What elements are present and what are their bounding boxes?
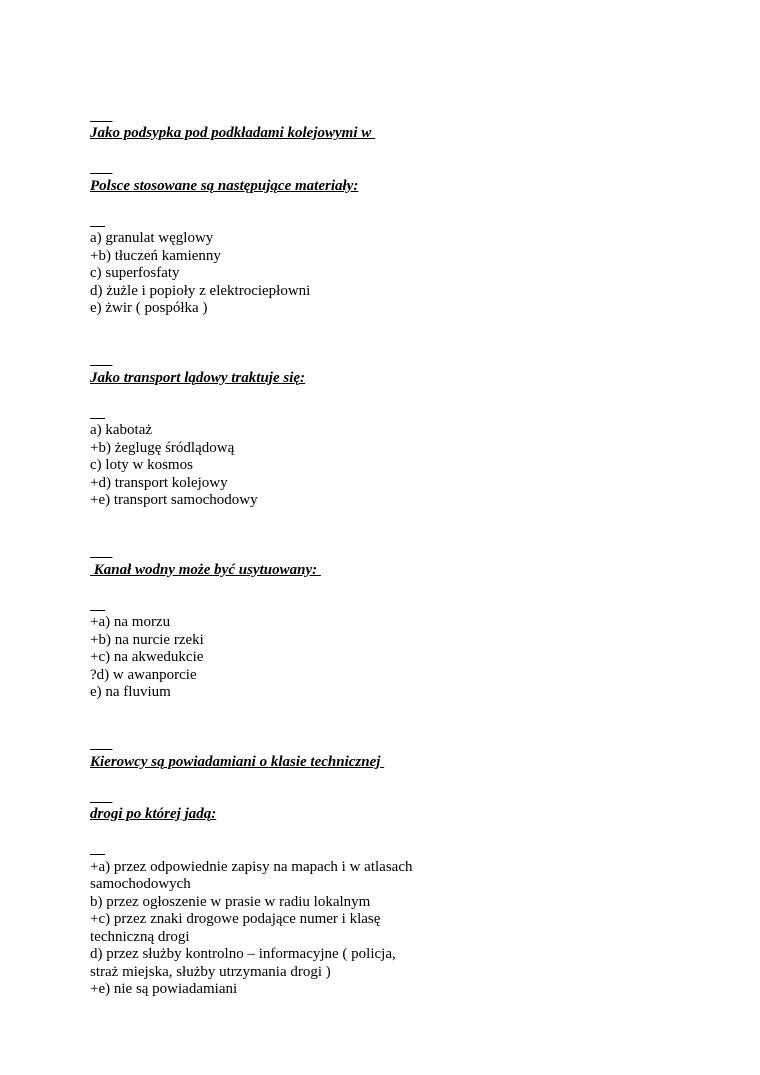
question-title	[90, 335, 690, 423]
answer-line: +b) na nurcie rzeki	[90, 631, 204, 648]
question-title	[90, 719, 690, 859]
answer-item	[90, 859, 690, 894]
answer-line: straż miejska, służby utrzymania drogi )	[90, 963, 331, 980]
answer-item	[90, 667, 690, 685]
answer-item	[90, 614, 690, 632]
answer-line: b) przez ogłoszenie w prasie w radiu lokalnym	[90, 893, 371, 910]
question-2	[90, 335, 690, 510]
answer-item	[90, 492, 690, 510]
question-4	[90, 719, 690, 999]
answer-line: e) żwir ( pospółka )	[90, 300, 208, 316]
question-title-line: Kanał wodny może być usytuowany:	[90, 561, 321, 578]
answer-line: +c) przez znaki drogowe podające numer i klasę	[90, 911, 381, 927]
answer-line: +d) transport kolejowy	[90, 474, 228, 491]
question-title-line: Polsce stosowane są następujące materiały:	[90, 177, 359, 194]
answer-item	[90, 981, 690, 999]
answer-line: ?d) w awanporcie	[90, 666, 197, 683]
answer-item	[90, 632, 690, 650]
answer-line: +a) przez odpowiednie zapisy na mapach i w atlasach	[90, 858, 413, 875]
answer-line: +a) na morzu	[90, 614, 171, 630]
answer-line: +b) tłuczeń kamienny	[90, 247, 221, 264]
answer-item	[90, 440, 690, 458]
answer-item	[90, 946, 690, 981]
answer-item	[90, 230, 690, 248]
answer-list	[90, 859, 690, 999]
answer-line: +e) nie są powiadamiani	[90, 981, 238, 997]
answer-line: a) granulat węglowy	[90, 230, 214, 246]
answer-list	[90, 422, 690, 510]
answer-line: d) przez służby kontrolno – informacyjne ( policja,	[90, 946, 396, 962]
answer-item	[90, 649, 690, 667]
answer-item	[90, 248, 690, 266]
answer-item	[90, 911, 690, 946]
question-title	[90, 90, 690, 230]
answer-item	[90, 475, 690, 493]
question-title-line: Jako transport lądowy traktuje się:	[90, 369, 306, 386]
answer-line: +e) transport samochodowy	[90, 492, 258, 508]
answer-item	[90, 684, 690, 702]
answer-line: c) superfosfaty	[90, 265, 180, 281]
answer-line: a) kabotaż	[90, 422, 153, 438]
question-title-line: Jako podsypka pod podkładami kolejowymi w	[90, 125, 375, 141]
answer-line: +b) żeglugę śródlądową	[90, 439, 235, 456]
document-page	[90, 90, 690, 1016]
answer-line: e) na fluvium	[90, 684, 171, 700]
question-1	[90, 90, 690, 318]
question-title-line: Kierowcy są powiadamiani o klasie technicznej	[90, 753, 385, 770]
answer-list	[90, 230, 690, 318]
question-title	[90, 527, 690, 615]
answer-item	[90, 283, 690, 301]
question-title-line: drogi po której jadą:	[90, 806, 217, 822]
answer-item	[90, 894, 690, 912]
answer-line: c) loty w kosmos	[90, 457, 193, 473]
question-3	[90, 527, 690, 702]
answer-line: techniczną drogi	[90, 928, 190, 945]
answer-item	[90, 300, 690, 318]
answer-line: samochodowych	[90, 876, 191, 892]
answer-line: +c) na akwedukcie	[90, 649, 204, 665]
answer-item	[90, 457, 690, 475]
answer-item	[90, 422, 690, 440]
answer-line: d) żużle i popioły z elektrociepłowni	[90, 282, 311, 299]
answer-item	[90, 265, 690, 283]
answer-list	[90, 614, 690, 702]
